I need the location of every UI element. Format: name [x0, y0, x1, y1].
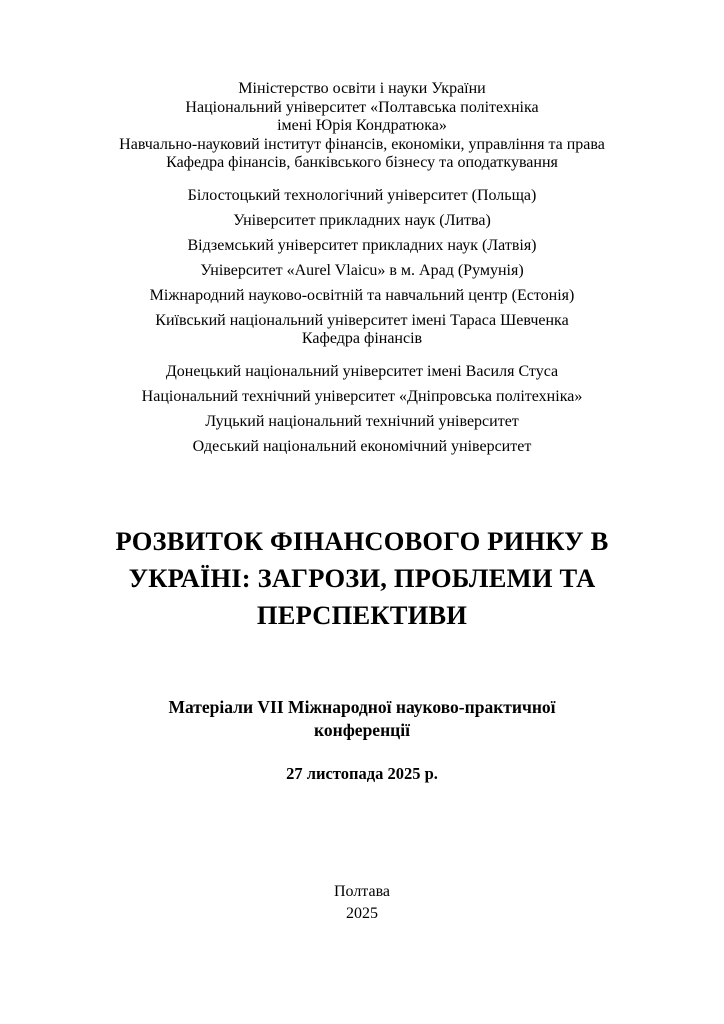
- institution-lithuania: Університет прикладних наук (Литва): [233, 211, 491, 229]
- subtitle-line-1: Матеріали VII Міжнародної науково-практичної: [168, 696, 556, 717]
- title-line-3: ПЕРСПЕКТИВИ: [256, 599, 468, 630]
- partner-institutions-bottom: [0, 359, 724, 459]
- title-line-1: РОЗВИТОК ФІНАНСОВОГО РИНКУ В: [115, 525, 609, 556]
- institution-estonia: Міжнародний науково-освітній та навчальний центр (Естонія): [149, 286, 575, 304]
- subtitle-line-2: конференції: [314, 719, 410, 740]
- imprint-year: 2025: [346, 904, 378, 922]
- conference-main-title: [40, 523, 684, 634]
- institution-lutsk: Луцький національний технічний університет: [205, 412, 519, 430]
- title-line-2: УКРАЇНІ: ЗАГРОЗИ, ПРОБЛЕМИ ТА: [128, 562, 596, 593]
- header-line-department: Кафедра фінансів, банківського бізнесу та оподаткування: [166, 154, 558, 171]
- header-line-ministry: Міністерство освіти і науки України: [238, 80, 486, 97]
- header-line-university: Національний університет «Полтавська політехніка: [185, 98, 539, 116]
- institution-odesa: Одеський національний економічний університет: [192, 437, 532, 455]
- institution-bialystok: Білостоцький технологічний університет (Польща): [187, 186, 537, 204]
- institution-donetsk: Донецький національний університет імені Василя Стуса: [165, 362, 559, 380]
- institution-kyiv-shevchenko: [0, 312, 724, 349]
- partner-institutions-top: [0, 183, 724, 308]
- header-line-institute: Навчально-науковий інститут фінансів, економіки, управління та права: [119, 135, 605, 153]
- imprint-city: Полтава: [333, 882, 391, 900]
- ministry-university-header: [0, 80, 724, 173]
- header-line-university-name: імені Юрія Кондратюка»: [277, 117, 447, 134]
- institution-dnipro-polytechnic: Національний технічний університет «Дніпровська політехніка»: [141, 387, 583, 405]
- institution-aurel-vlaicu: Університет «Aurel Vlaicu» в м. Арад (Румунія): [200, 261, 524, 279]
- institution-kyiv-name: Київський національний університет імені Тараса Шевченка: [155, 311, 569, 329]
- conference-date: 27 листопада 2025 р.: [286, 763, 438, 783]
- institution-vidzeme: Відземський університет прикладних наук (Латвія): [187, 236, 537, 254]
- imprint: [0, 881, 724, 925]
- conference-subtitle: [0, 696, 724, 742]
- institution-kyiv-department: Кафедра фінансів: [301, 330, 423, 347]
